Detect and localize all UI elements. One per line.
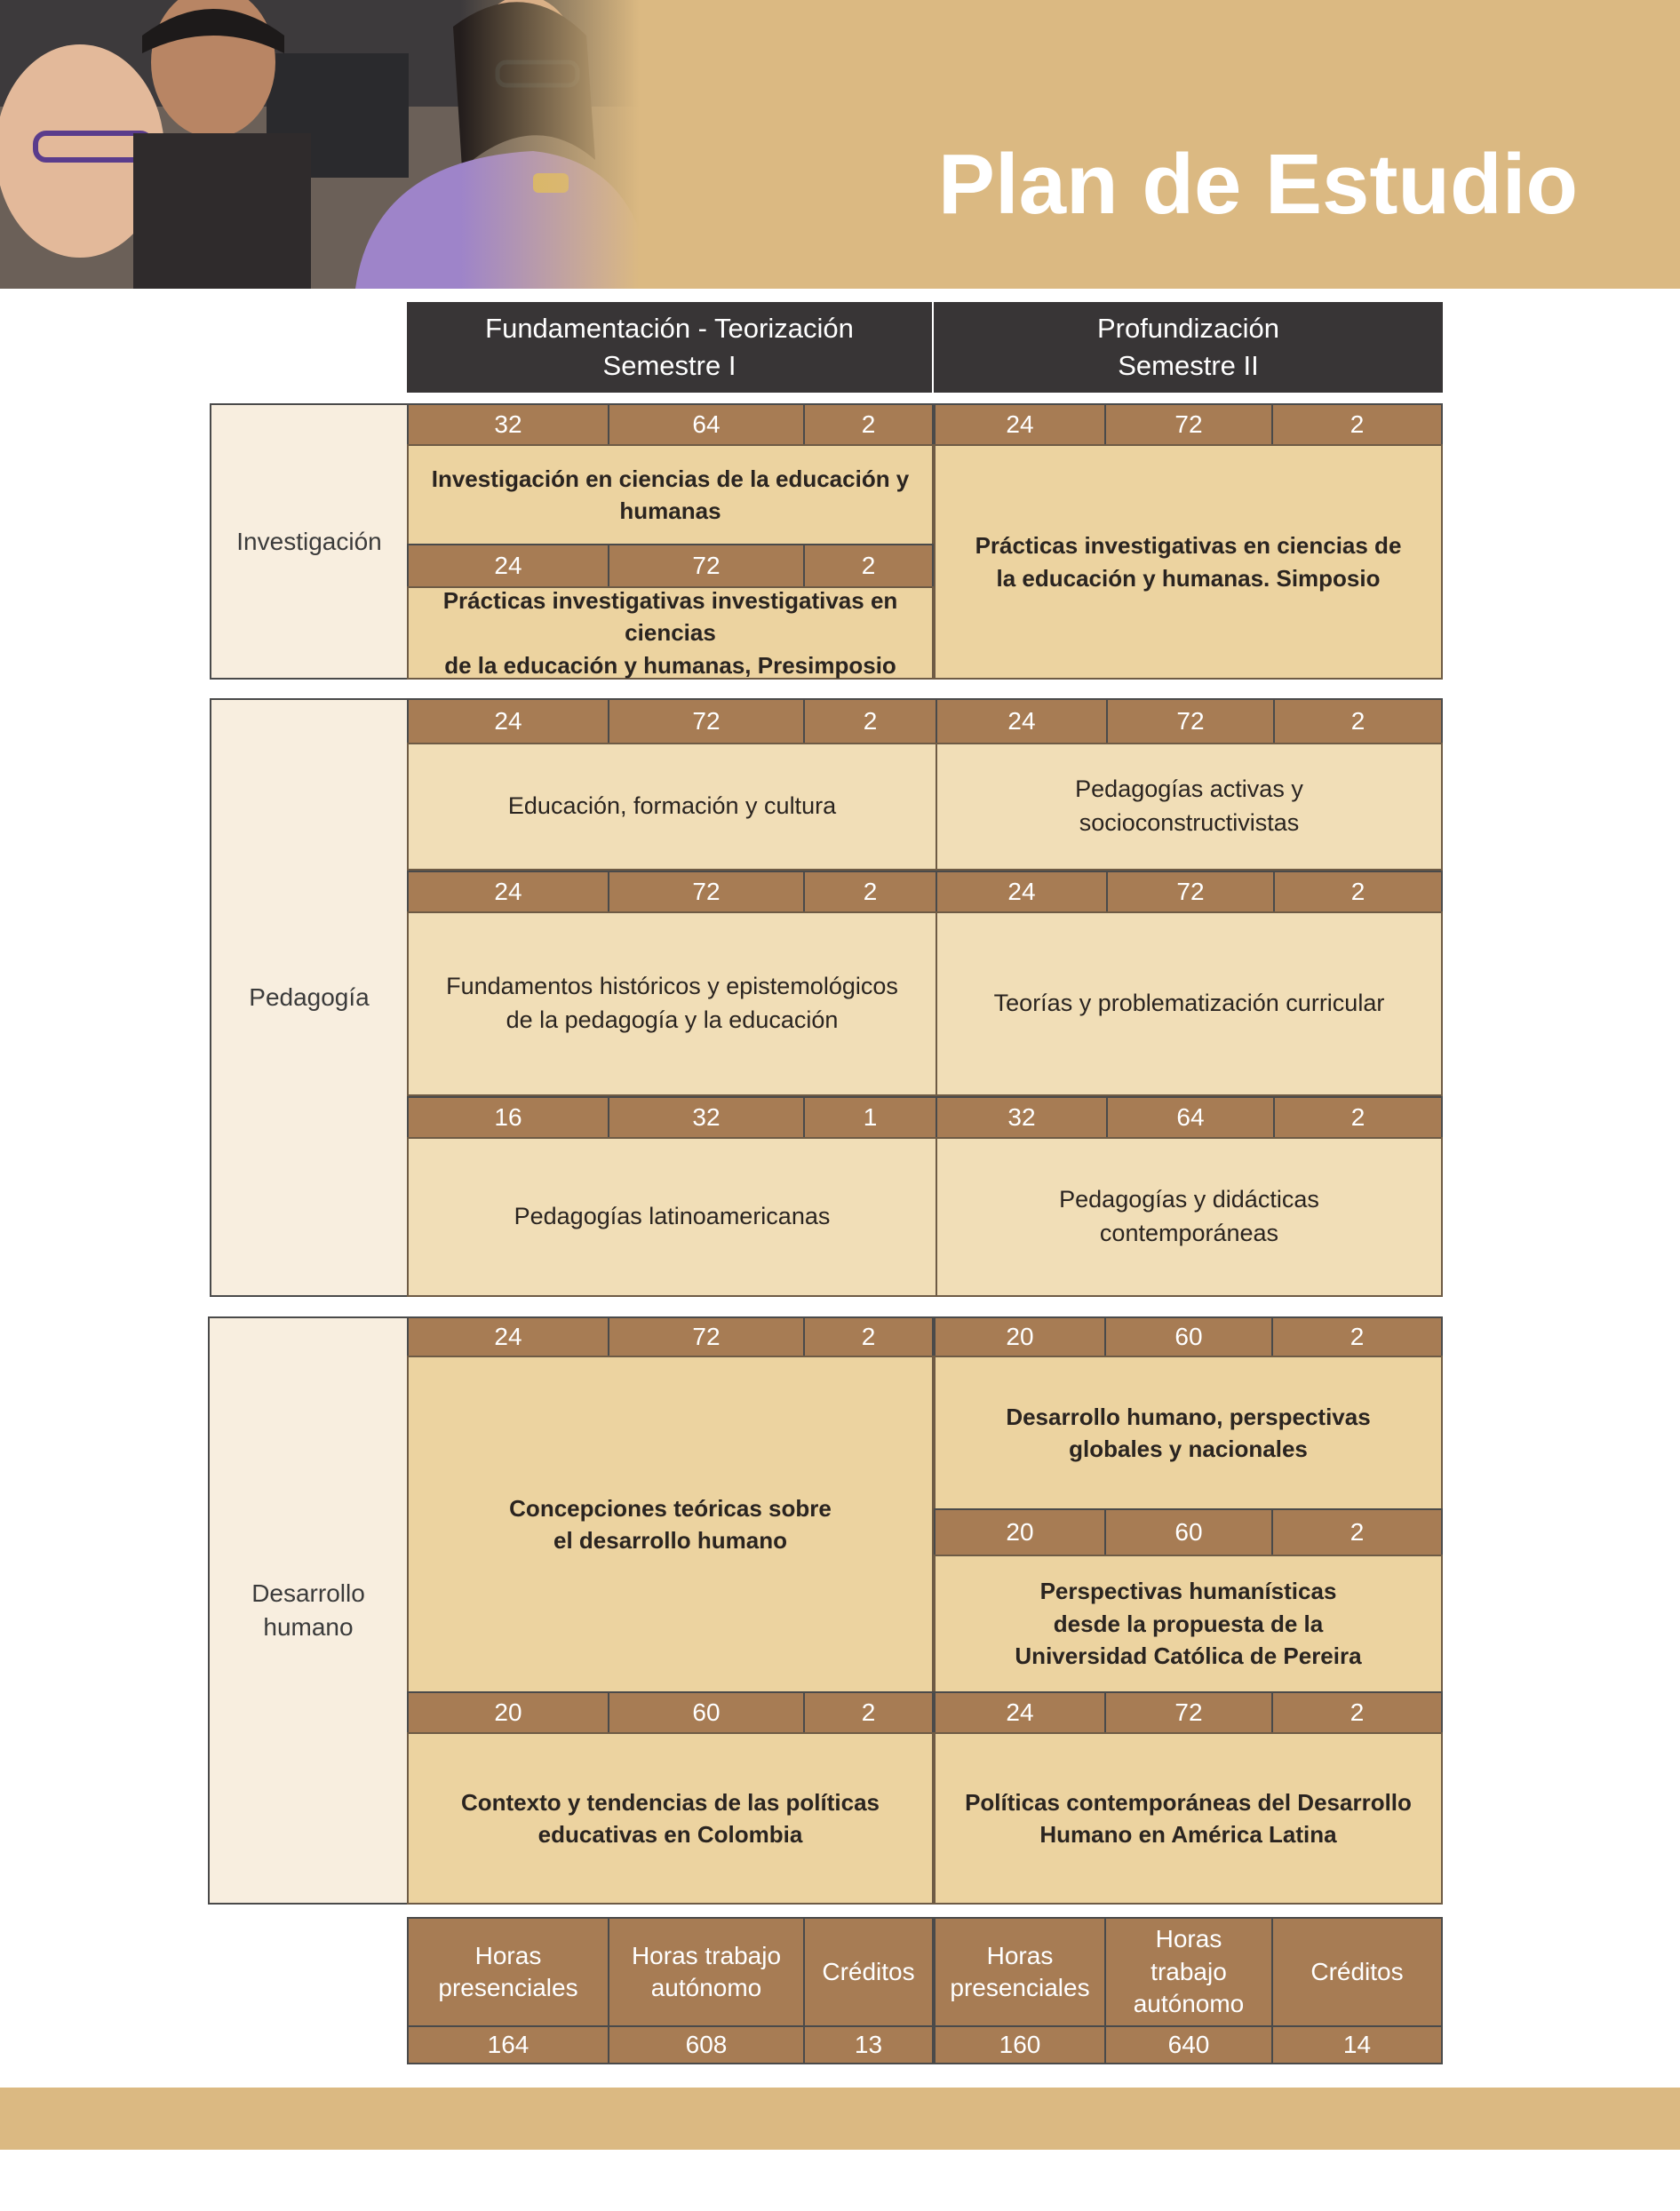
- totals-labels-s1: [407, 1917, 934, 2027]
- course-cell: [934, 444, 1443, 680]
- total-presencial: 160: [936, 2027, 1106, 2063]
- credits: 2: [863, 878, 878, 905]
- course-cell: [934, 1356, 1443, 1510]
- semester-2-label: Semestre II: [1118, 350, 1259, 381]
- course-cell: [407, 586, 934, 680]
- total-label-presencial: Horas presenciales: [936, 1919, 1106, 2025]
- course-name: Investigación en ciencias de la educación y humanas: [431, 465, 910, 524]
- course-name: Teorías y problematización curricular: [993, 990, 1385, 1017]
- hours-row: [936, 871, 1443, 913]
- total-creditos: 14: [1342, 2030, 1372, 2058]
- hours-autonomo: 72: [609, 872, 805, 911]
- area-label-text: Pedagogía: [249, 983, 370, 1012]
- course-name: Prácticas investigativas en ciencias de la educación y humanas. Simposio: [975, 532, 1402, 592]
- semester-1-header: [407, 302, 932, 393]
- hours-row: [407, 1096, 937, 1139]
- totals-values-s2: [934, 2025, 1443, 2064]
- course-name: Pedagogías y didácticas contemporáneas: [1059, 1186, 1319, 1246]
- area-label-investigacion: [210, 403, 409, 680]
- hours-presencial: 32: [409, 405, 609, 444]
- credits: 2: [1350, 410, 1365, 438]
- credits: 2: [861, 1323, 876, 1350]
- totals-labels-s2: [934, 1917, 1443, 2027]
- credits: 2: [861, 1698, 876, 1726]
- course-cell: [407, 1137, 937, 1297]
- students-photo: [0, 0, 640, 289]
- semester-1-label: Semestre I: [602, 350, 736, 381]
- hours-autonomo: 60: [609, 1693, 805, 1732]
- hours-presencial: 24: [409, 700, 609, 743]
- credits: 2: [863, 707, 878, 735]
- course-cell: [934, 1555, 1443, 1693]
- total-label-autonomo: Horas trabajo autónomo: [609, 1919, 805, 2025]
- credits: 2: [1350, 1518, 1365, 1546]
- hours-autonomo: 64: [1108, 1098, 1275, 1137]
- course-cell: [407, 1732, 934, 1905]
- hours-row: [934, 403, 1443, 446]
- credits: 2: [1350, 878, 1365, 905]
- hours-presencial: 20: [409, 1693, 609, 1732]
- hours-autonomo: 72: [609, 700, 805, 743]
- total-label-autonomo: Horas trabajo autónomo: [1106, 1919, 1273, 2025]
- hours-autonomo: 72: [1108, 872, 1275, 911]
- area-label-desarrollo-humano: [208, 1316, 409, 1905]
- semester-2-phase: Profundización: [1096, 313, 1280, 345]
- hours-presencial: 24: [937, 872, 1108, 911]
- total-creditos: 13: [854, 2030, 883, 2058]
- course-cell: [407, 743, 937, 871]
- hours-autonomo: 72: [609, 545, 805, 586]
- course-name: Contexto y tendencias de las políticas educativas en Colombia: [460, 1788, 880, 1848]
- hours-autonomo: 72: [1106, 405, 1273, 444]
- hours-row: [407, 1691, 934, 1734]
- hours-row: [934, 1508, 1443, 1556]
- credits: 2: [1350, 1103, 1365, 1131]
- hours-presencial: 16: [409, 1098, 609, 1137]
- course-cell: [407, 1356, 934, 1693]
- credits: 2: [861, 410, 876, 438]
- hours-autonomo: 72: [1106, 1693, 1273, 1732]
- hours-autonomo: 64: [609, 405, 805, 444]
- course-name: Fundamentos históricos y epistemológicos de la pedagogía y la educación: [446, 973, 898, 1033]
- course-cell: [936, 1137, 1443, 1297]
- course-name: Perspectivas humanísticas desde la propuesta de la Universidad Católica de Pereira: [1015, 1578, 1362, 1670]
- course-name: Pedagogías activas y socioconstructivistas: [1075, 775, 1303, 836]
- hours-presencial: 32: [937, 1098, 1108, 1137]
- hours-presencial: 24: [936, 1693, 1106, 1732]
- course-cell: [936, 743, 1443, 871]
- hours-row: [407, 403, 934, 446]
- hours-row: [934, 1691, 1443, 1734]
- hours-presencial: 24: [409, 545, 609, 586]
- credits: 1: [863, 1103, 878, 1131]
- area-label-text: Investigación: [236, 527, 382, 555]
- hours-row: [934, 1316, 1443, 1357]
- page-title: Plan de Estudio: [937, 137, 1578, 232]
- hours-row: [407, 698, 937, 744]
- course-cell: [407, 444, 934, 545]
- hours-row: [936, 1096, 1443, 1139]
- credits: 2: [1350, 1698, 1365, 1726]
- course-name: Concepciones teóricas sobre el desarrollo humano: [509, 1494, 832, 1554]
- hours-presencial: 20: [936, 1318, 1106, 1356]
- hours-row: [936, 698, 1443, 744]
- total-autonomo: 640: [1106, 2027, 1273, 2063]
- hours-autonomo: 72: [1108, 700, 1275, 743]
- totals-values-s1: [407, 2025, 934, 2064]
- total-label-presencial: Horas presenciales: [409, 1919, 609, 2025]
- hours-presencial: 24: [937, 700, 1108, 743]
- hours-presencial: 24: [409, 1318, 609, 1356]
- hours-autonomo: 32: [609, 1098, 805, 1137]
- semester-2-header: [934, 302, 1443, 393]
- credits: 2: [1350, 707, 1365, 735]
- total-label-creditos: Créditos: [822, 1957, 915, 1985]
- hours-row: [407, 1316, 934, 1357]
- footer-bar: [0, 2088, 1680, 2150]
- area-label-pedagogia: [210, 698, 409, 1297]
- hours-autonomo: 72: [609, 1318, 805, 1356]
- course-name: Educación, formación y cultura: [507, 792, 837, 820]
- hours-presencial: 24: [936, 405, 1106, 444]
- hours-row: [407, 871, 937, 913]
- course-cell: [934, 1732, 1443, 1905]
- total-label-creditos: Créditos: [1310, 1957, 1404, 1985]
- course-cell: [407, 911, 937, 1096]
- hours-autonomo: 60: [1106, 1318, 1273, 1356]
- total-presencial: 164: [409, 2027, 609, 2063]
- semester-1-phase: Fundamentación - Teorización: [485, 313, 854, 345]
- course-cell: [936, 911, 1443, 1096]
- area-label-text: Desarrollo humano: [251, 1579, 365, 1641]
- course-name: Desarrollo humano, perspectivas globales y nacionales: [1006, 1403, 1371, 1462]
- credits: 2: [861, 552, 876, 579]
- hours-presencial: 24: [409, 872, 609, 911]
- course-name: Políticas contemporáneas del Desarrollo Humano en América Latina: [965, 1788, 1412, 1848]
- total-autonomo: 608: [609, 2027, 805, 2063]
- credits: 2: [1350, 1323, 1365, 1350]
- hours-presencial: 20: [936, 1510, 1106, 1555]
- course-name: Pedagogías latinoamericanas: [514, 1203, 831, 1230]
- course-name: Prácticas investigativas investigativas en ciencias de la educación y humanas, Presimposio: [442, 586, 898, 679]
- hours-autonomo: 60: [1106, 1510, 1273, 1555]
- hours-row: [407, 544, 934, 588]
